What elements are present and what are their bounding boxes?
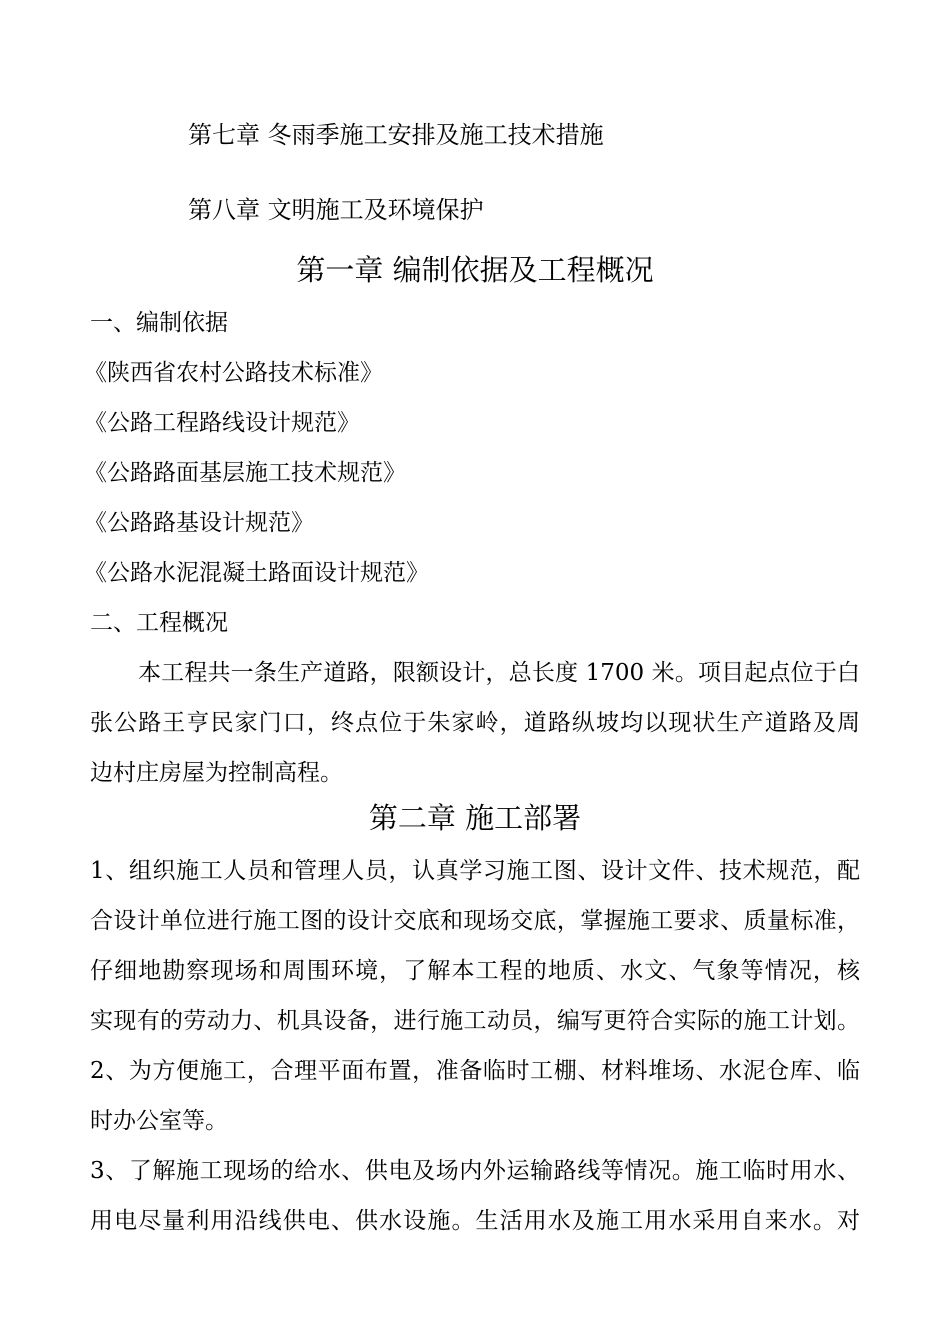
deployment-paragraph-line: 时办公室等。 bbox=[90, 1108, 228, 1134]
deployment-paragraph-line: 仔细地勘察现场和周围环境，了解本工程的地质、水文、气象等情况，核 bbox=[90, 958, 860, 984]
deployment-paragraph-line: 合设计单位进行施工图的设计交底和现场交底，掌握施工要求、质量标准， bbox=[90, 908, 860, 934]
deployment-paragraph-line: 1、组织施工人员和管理人员，认真学习施工图、设计文件、技术规范，配 bbox=[90, 858, 860, 884]
reference-item: 《公路路面基层施工技术规范》 bbox=[84, 460, 406, 486]
chapter-2-title: 第二章 施工部署 bbox=[368, 801, 582, 835]
reference-item: 《公路路基设计规范》 bbox=[84, 510, 314, 536]
toc-entry-chapter-8: 第八章 文明施工及环境保护 bbox=[188, 196, 484, 224]
reference-item: 《公路工程路线设计规范》 bbox=[84, 410, 360, 436]
deployment-paragraph-line: 2、为方便施工，合理平面布置，准备临时工棚、材料堆场、水泥仓库、临 bbox=[90, 1058, 860, 1084]
overview-paragraph-line: 本工程共一条生产道路，限额设计，总长度 1700 米。项目起点位于白 bbox=[138, 660, 860, 686]
deployment-paragraph-line: 3、了解施工现场的给水、供电及场内外运输路线等情况。施工临时用水、 bbox=[90, 1158, 860, 1184]
reference-item: 《陕西省农村公路技术标准》 bbox=[84, 360, 383, 386]
overview-paragraph-line: 边村庄房屋为控制高程。 bbox=[90, 760, 343, 786]
section-heading-basis: 一、编制依据 bbox=[90, 310, 228, 336]
chapter-1-title: 第一章 编制依据及工程概况 bbox=[296, 253, 654, 287]
deployment-paragraph-line: 实现有的劳动力、机具设备，进行施工动员，编写更符合实际的施工计划。 bbox=[90, 1008, 860, 1034]
toc-entry-chapter-7: 第七章 冬雨季施工安排及施工技术措施 bbox=[188, 121, 604, 149]
overview-paragraph-line: 张公路王亨民家门口，终点位于朱家岭，道路纵坡均以现状生产道路及周 bbox=[90, 710, 860, 736]
section-heading-overview: 二、工程概况 bbox=[90, 610, 228, 636]
deployment-paragraph-line: 用电尽量利用沿线供电、供水设施。生活用水及施工用水采用自来水。对 bbox=[90, 1208, 860, 1234]
reference-item: 《公路水泥混凝土路面设计规范》 bbox=[84, 560, 429, 586]
